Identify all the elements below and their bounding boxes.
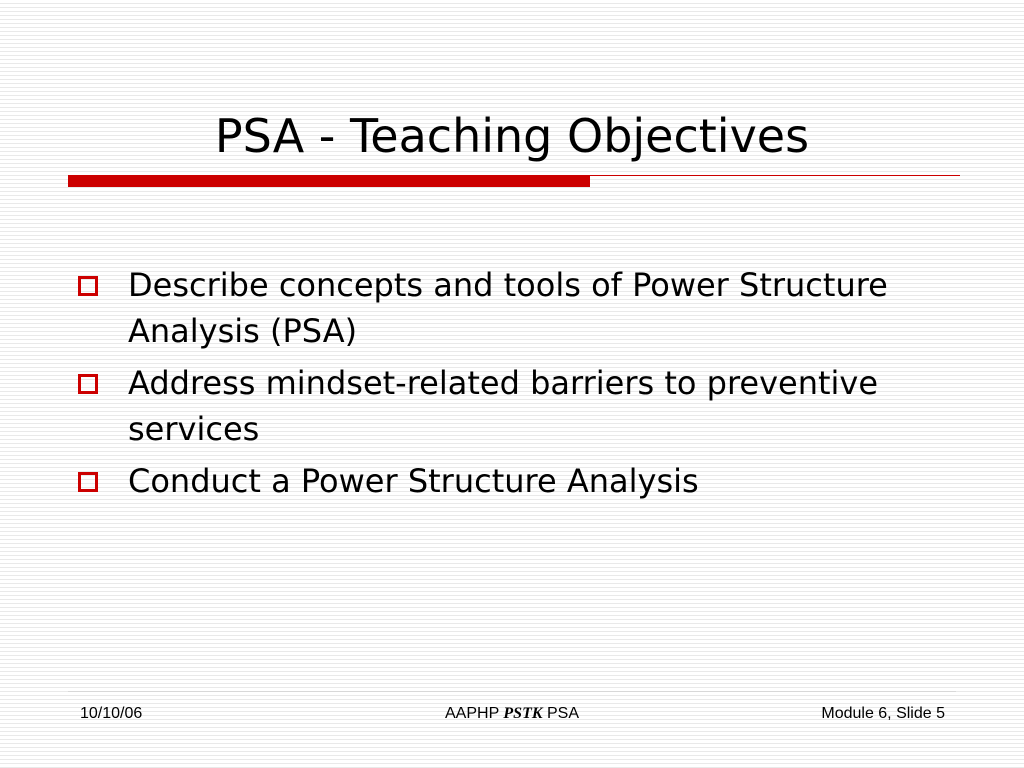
bullet-text: Address mindset-related barriers to preventive services [128, 364, 879, 448]
hollow-square-icon [78, 374, 98, 394]
title-underline-thin [590, 175, 960, 176]
footer-title-prefix: AAPHP [445, 705, 499, 722]
footer-divider [68, 691, 956, 692]
title-underline-thick [68, 175, 590, 187]
hollow-square-icon [78, 276, 98, 296]
bullet-text: Conduct a Power Structure Analysis [128, 462, 699, 500]
objectives-list [76, 262, 936, 510]
bullet-text: Describe concepts and tools of Power Structure Analysis (PSA) [128, 266, 888, 350]
list-item [76, 262, 936, 354]
hollow-square-icon [78, 472, 98, 492]
list-item [76, 360, 936, 452]
footer-title-emphasis: PSTK [503, 705, 543, 722]
footer-title-suffix: PSA [546, 705, 579, 722]
list-item [76, 458, 936, 504]
footer-date: 10/10/06 [80, 705, 143, 722]
slide-title: PSA - Teaching Objectives [214, 109, 810, 163]
footer-slide-number: Module 6, Slide 5 [821, 705, 945, 722]
